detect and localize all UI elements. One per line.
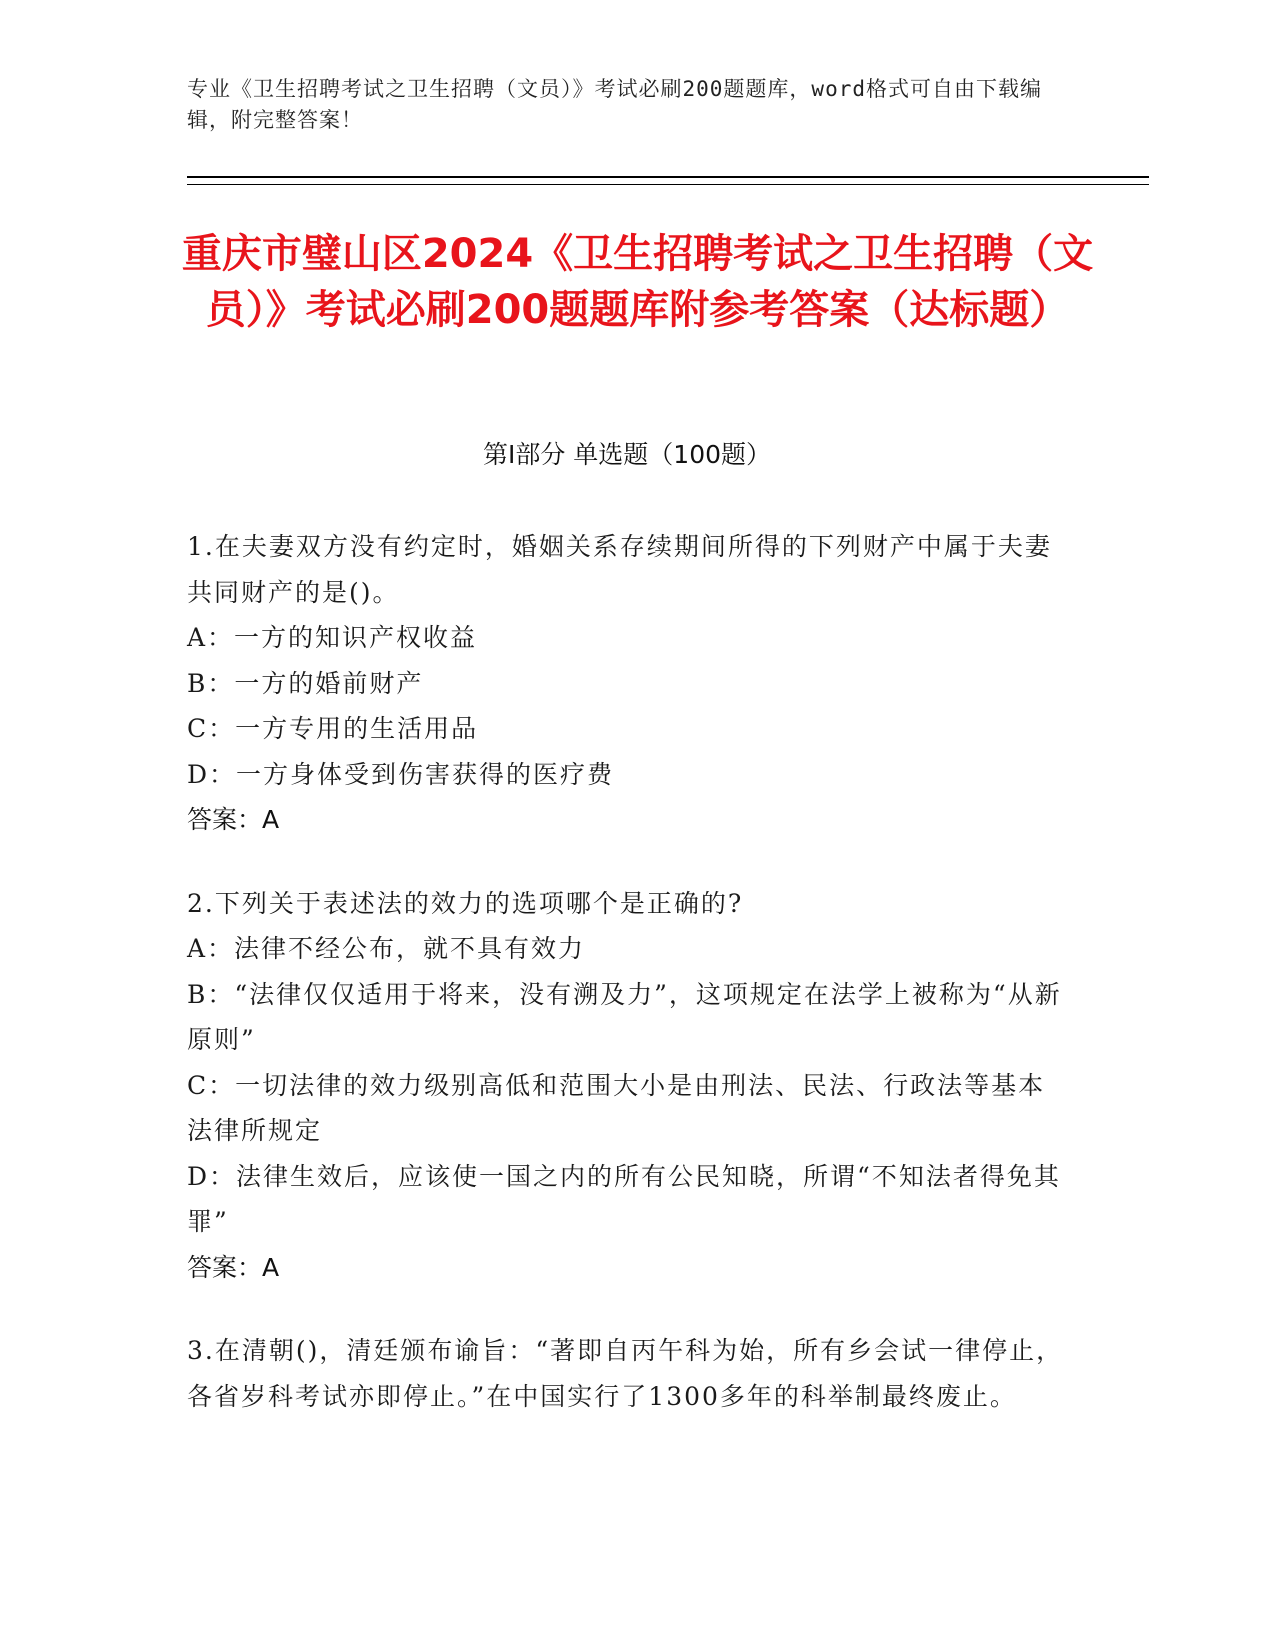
option-a: A：法律不经公布，就不具有效力 (187, 934, 586, 963)
header-note: 专业《卫生招聘考试之卫生招聘（文员）》考试必刷200题题库，word格式可自由下载编辑，附完整答案！ (187, 77, 1042, 132)
option-b: B：“法律仅仅适用于将来，没有溯及力”，这项规定在法学上被称为“从新原则” (187, 979, 1062, 1054)
option-c: C：一切法律的效力级别高低和范围大小是由刑法、民法、行政法等基本法律所规定 (187, 1070, 1046, 1145)
option-b: B：一方的婚前财产 (187, 668, 424, 698)
header-rule-thin (187, 184, 1149, 185)
option-d: D：一方身体受到伤害获得的医疗费 (187, 759, 615, 789)
option-d: D：法律生效后，应该使一国之内的所有公民知晓，所谓“不知法者得免其罪” (187, 1161, 1061, 1236)
question-stem: 1.在夫妻双方没有约定时，婚姻关系存续期间所得的下列财产中属于夫妻共同财产的是()。 (187, 532, 1052, 607)
question-list (187, 524, 1067, 1457)
question-stem: 3.在清朝()，清廷颁布谕旨：“著即自丙午科为始，所有乡会试一律停止，各省岁科考试亦即停止。”在中国实行了1300多年的科举制最终废止。 (187, 1336, 1064, 1411)
question-1 (187, 524, 1067, 843)
header-rule-thick (187, 176, 1149, 178)
question-stem: 2.下列关于表述法的效力的选项哪个是正确的? (187, 888, 744, 918)
option-a: A：一方的知识产权收益 (187, 623, 478, 652)
answer: 答案：A (187, 805, 280, 834)
document-title: 重庆市璧山区2024《卫生招聘考试之卫生招聘（文员）》考试必刷200题题库附参考答案（达标题） (181, 231, 1094, 333)
option-c: C：一方专用的生活用品 (187, 714, 479, 743)
section-title: 第I部分 单选题（100题） (482, 440, 772, 469)
question-3 (187, 1328, 1067, 1419)
question-2 (187, 881, 1067, 1291)
answer: 答案：A (187, 1252, 280, 1282)
